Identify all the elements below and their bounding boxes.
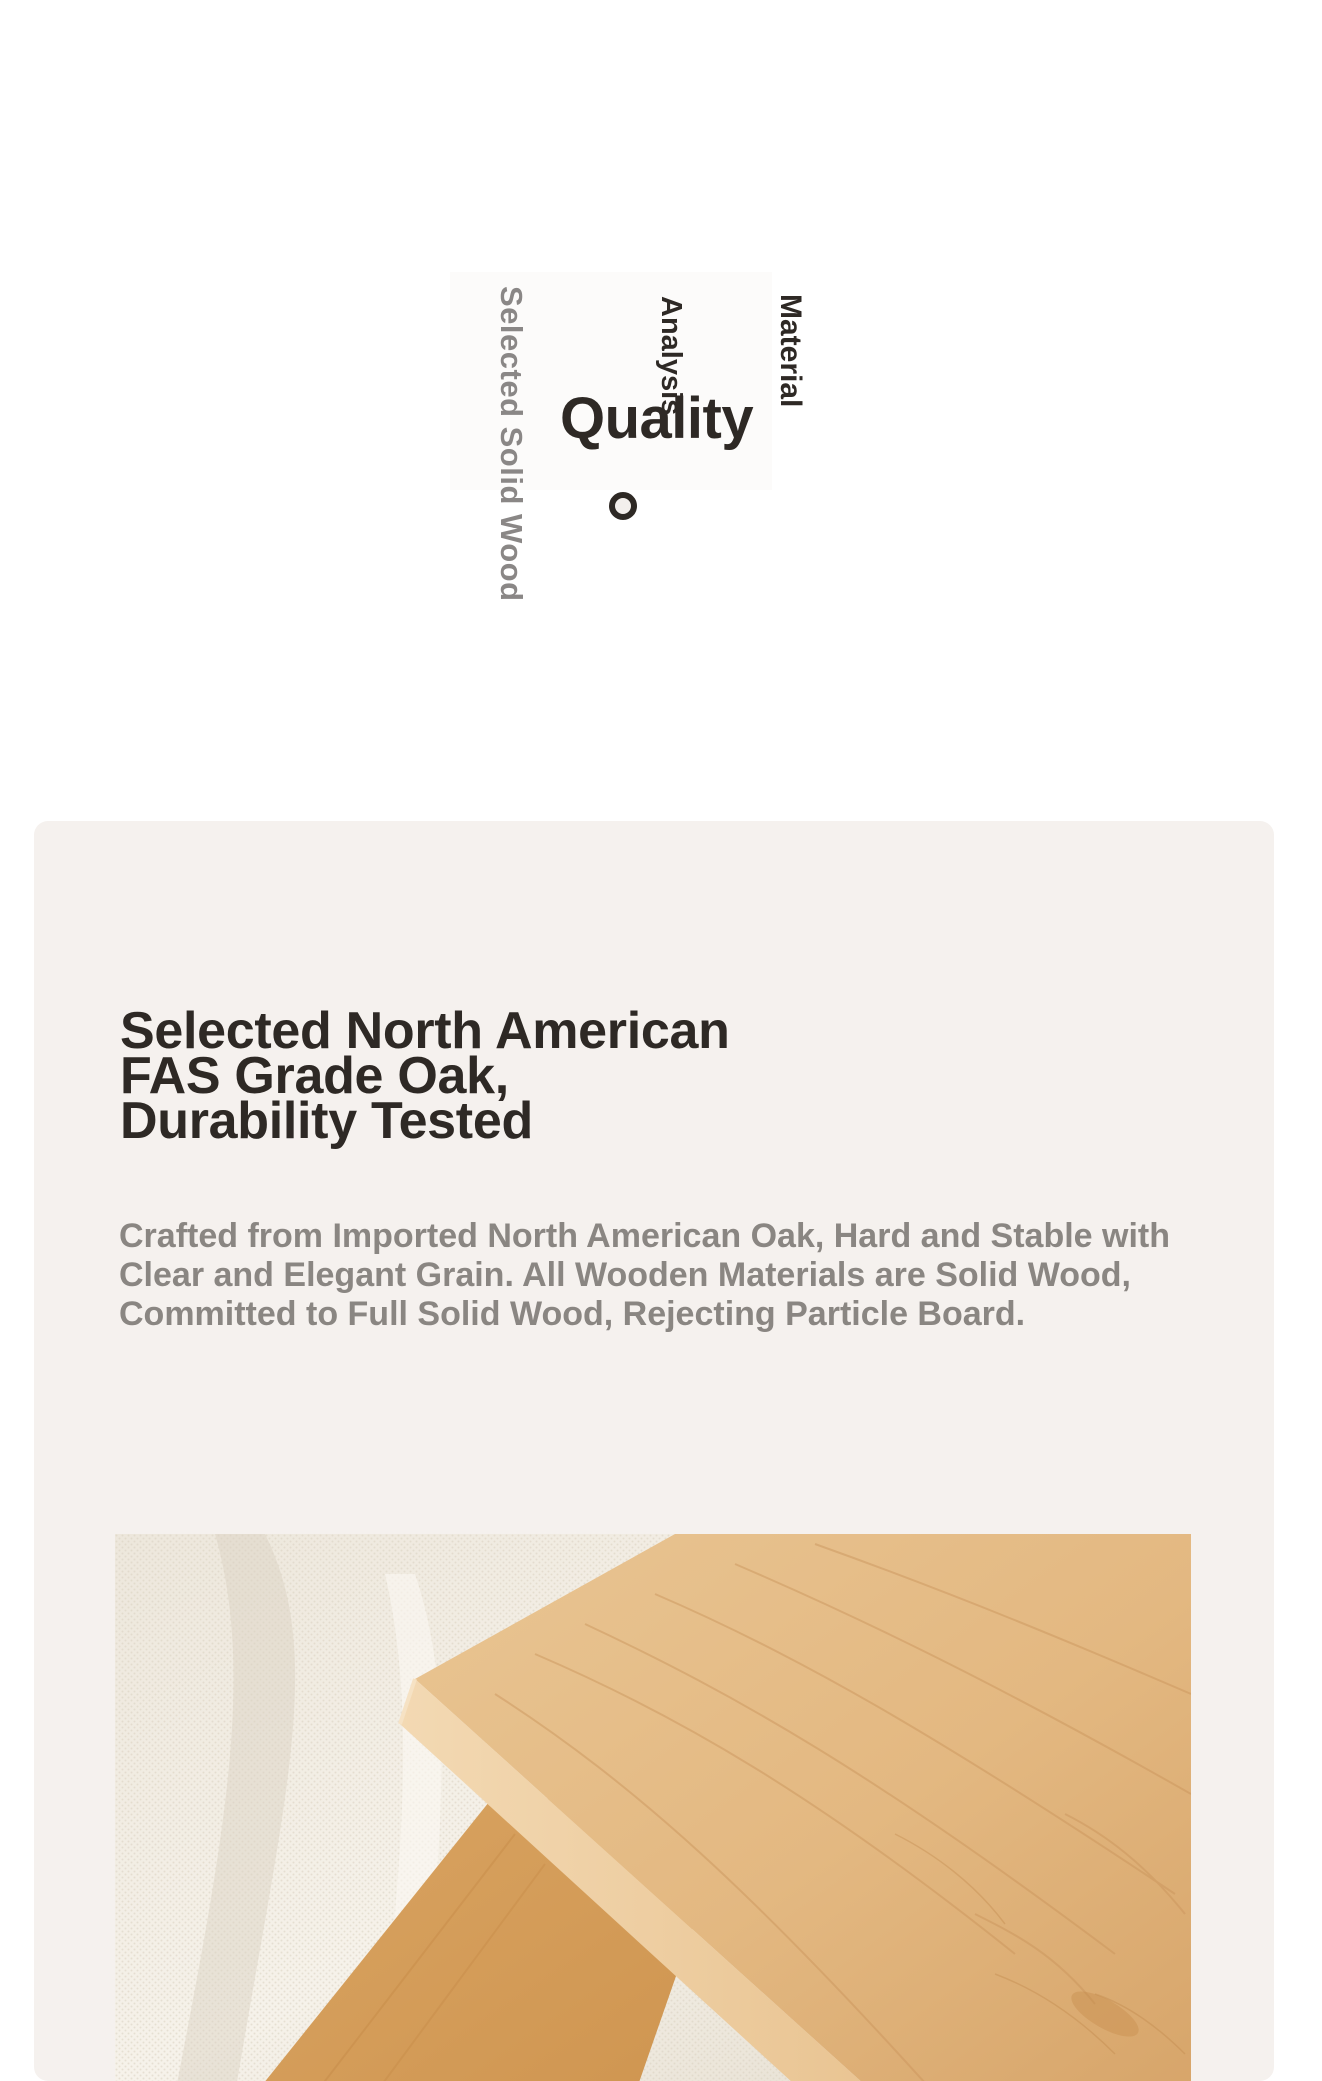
- hero-header: [0, 0, 1322, 800]
- oak-wood-photo: [115, 1534, 1191, 2081]
- section-headline: Selected North American FAS Grade Oak, Durability Tested: [120, 1002, 730, 1150]
- vertical-label-analysis: Analysis: [655, 296, 687, 416]
- page-title: Quality: [560, 386, 754, 451]
- vertical-label-material: Material: [774, 294, 807, 408]
- ring-ornament-icon: [609, 492, 637, 520]
- oak-wood-illustration: [115, 1534, 1191, 2081]
- material-card: [34, 821, 1274, 2081]
- section-description: Crafted from Imported North American Oak, Hard and Stable with Clear and Elegant Grain. All Wooden Materials are Solid Wood, Committed to Full Solid Wood, Rejecting Particle Board.: [119, 1217, 1171, 1333]
- vertical-label-selected-solid-wood: Selected Solid Wood: [494, 286, 529, 602]
